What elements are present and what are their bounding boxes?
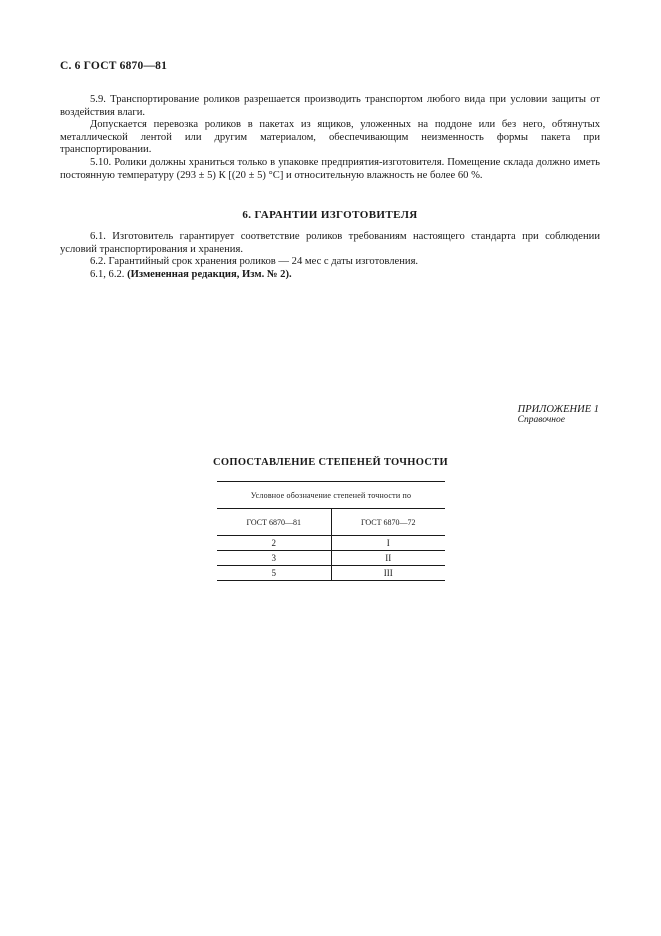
table-cell: 2 [217, 536, 331, 551]
paragraph-5-10: 5.10. Ролики должны храниться только в упаковке предприятия-изготовителя. Помещение склада должно иметь постоянную температуру (293 ± 5) К [(20 ± 5) °С] и относительную влажность не более 60 %. [60, 156, 600, 181]
table-cell: 5 [217, 566, 331, 581]
column-header-gost-72: ГОСТ 6870—72 [331, 509, 445, 536]
section-6-title: 6. ГАРАНТИИ ИЗГОТОВИТЕЛЯ [242, 209, 418, 221]
page-header: С. 6 ГОСТ 6870—81 [60, 60, 168, 72]
comparison-table-wrapper [217, 481, 445, 581]
table-row [217, 536, 445, 551]
table-cell: II [331, 551, 445, 566]
table-row [217, 551, 445, 566]
table-cell: 3 [217, 551, 331, 566]
table-cell: I [331, 536, 445, 551]
paragraph-6-1: 6.1. Изготовитель гарантирует соответствие роликов требованиям настоящего стандарта при соблюдении условий транспортирования и хранения. [60, 231, 600, 255]
table-group-header: Условное обозначение степеней точности по [217, 482, 445, 509]
table-column-header-row [217, 509, 445, 536]
table-cell: III [331, 566, 445, 581]
paragraph-packaging: Допускается перевозка роликов в пакетах из ящиков, уложенных на поддоне или без него, обтянутых металлической лентой или другим материалом, обеспечивающим неизменность формы пакета при транспортировании. [60, 119, 600, 156]
appendix-title: ПРИЛОЖЕНИЕ 1 [517, 404, 599, 415]
column-header-gost-81: ГОСТ 6870—81 [217, 509, 331, 536]
comparison-table [217, 481, 445, 581]
table-title: СОПОСТАВЛЕНИЕ СТЕПЕНЕЙ ТОЧНОСТИ [213, 457, 448, 468]
paragraph-5-9: 5.9. Транспортирование роликов разрешается производить транспортом любого вида при условии защиты от воздействия влаги. [60, 94, 600, 118]
table-row [217, 566, 445, 581]
appendix-subtitle: Справочное [517, 415, 565, 425]
paragraph-amendment [60, 269, 600, 282]
paragraph-6-2: 6.2. Гарантийный срок хранения роликов — 24 мес с даты изготовления. [90, 256, 419, 268]
amendment-prefix: 6.1, 6.2. [90, 268, 128, 280]
appendix-label [518, 404, 599, 426]
section-5-text [60, 94, 600, 182]
section-6-text [60, 231, 600, 281]
table-group-header-row [217, 482, 445, 509]
amendment-note: (Измененная редакция, Изм. № 2). [127, 268, 292, 280]
